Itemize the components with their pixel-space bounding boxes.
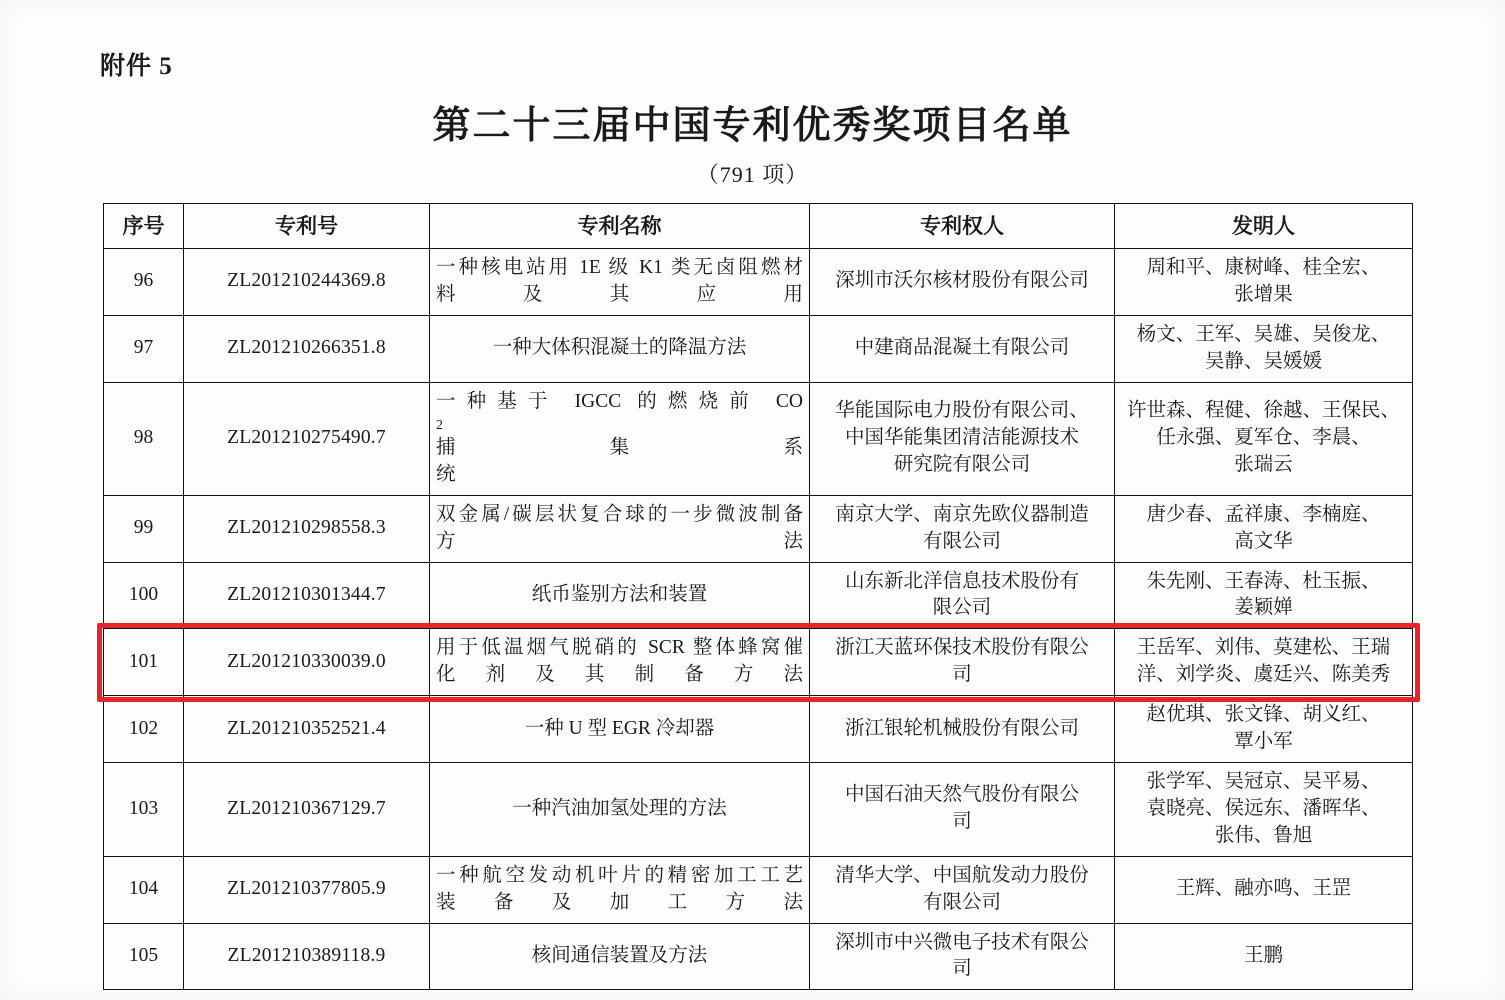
table-row: [104, 629, 1413, 696]
cell-patent-no: ZL201210330039.0: [184, 629, 430, 696]
cell-patentee: 浙江银轮机械股份有限公司: [810, 696, 1115, 763]
cell-patent-name: 一种大体积混凝土的降温方法: [430, 315, 810, 382]
cell-patent-name: 一种核电站用 1E 级 K1 类无卤阻燃材 料及其应用: [430, 249, 810, 316]
cell-inventor: 王辉、融亦鸣、王罡: [1115, 856, 1413, 923]
cell-patentee: 中国石油天然气股份有限公 司: [810, 762, 1115, 856]
table-body: [104, 249, 1413, 990]
cell-inventor: 唐少春、孟祥康、李楠庭、 高文华: [1115, 495, 1413, 562]
table-row: [104, 856, 1413, 923]
cell-patentee: 深圳市沃尔核材股份有限公司: [810, 249, 1115, 316]
cell-patentee: 清华大学、中国航发动力股份 有限公司: [810, 856, 1115, 923]
table-row: [104, 315, 1413, 382]
cell-index: 100: [104, 562, 184, 629]
attachment-label: 附件 5: [100, 53, 173, 80]
cell-index: 97: [104, 315, 184, 382]
cell-patentee: 山东新北洋信息技术股份有 限公司: [810, 562, 1115, 629]
cell-patentee: 浙江天蓝环保技术股份有限公 司: [810, 629, 1115, 696]
table-row: [104, 562, 1413, 629]
cell-inventor: 许世森、程健、徐越、王保民、 任永强、夏军仓、李晨、 张瑞云: [1115, 382, 1413, 495]
table-row: [104, 696, 1413, 763]
page-subtitle: （791 项）: [696, 162, 809, 187]
cell-patent-name: 纸币鉴别方法和装置: [430, 562, 810, 629]
cell-index: 104: [104, 856, 184, 923]
cell-inventor: 王岳军、刘伟、莫建松、王瑞 洋、刘学炎、虞廷兴、陈美秀: [1115, 629, 1413, 696]
cell-patent-no: ZL201210352521.4: [184, 696, 430, 763]
cell-patent-name: 双金属/碳层状复合球的一步微波制备 方法: [430, 495, 810, 562]
cell-inventor: 周和平、康树峰、桂全宏、 张增果: [1115, 249, 1413, 316]
column-header-index: 序号: [104, 204, 184, 249]
cell-patent-name: 核间通信装置及方法: [430, 923, 810, 990]
table-row: [104, 495, 1413, 562]
cell-patentee: 中建商品混凝土有限公司: [810, 315, 1115, 382]
cell-inventor: 杨文、王军、吴雄、吴俊龙、 吴静、吴媛媛: [1115, 315, 1413, 382]
column-header-patent-name: 专利名称: [430, 204, 810, 249]
column-header-inventor: 发明人: [1115, 204, 1413, 249]
cell-patent-no: ZL201210389118.9: [184, 923, 430, 990]
page-title: 第二十三届中国专利优秀奖项目名单: [432, 105, 1073, 147]
cell-patent-no: ZL201210275490.7: [184, 382, 430, 495]
cell-patent-no: ZL201210367129.7: [184, 762, 430, 856]
cell-index: 98: [104, 382, 184, 495]
cell-inventor: 赵优琪、张文锋、胡义红、 覃小军: [1115, 696, 1413, 763]
cell-index: 105: [104, 923, 184, 990]
cell-patent-name: 用于低温烟气脱硝的 SCR 整体蜂窝催 化剂及其制备方法: [430, 629, 810, 696]
cell-inventor: 朱先刚、王春涛、杜玉振、 姜颖婵: [1115, 562, 1413, 629]
cell-patent-no: ZL201210301344.7: [184, 562, 430, 629]
table-row: [104, 249, 1413, 316]
column-header-patentee: 专利权人: [810, 204, 1115, 249]
cell-index: 96: [104, 249, 184, 316]
cell-index: 102: [104, 696, 184, 763]
cell-patent-name: 一种航空发动机叶片的精密加工工艺 装备及加工方法: [430, 856, 810, 923]
cell-patentee: 华能国际电力股份有限公司、 中国华能集团清洁能源技术 研究院有限公司: [810, 382, 1115, 495]
table-row: [104, 382, 1413, 495]
patent-table: [103, 203, 1413, 990]
patent-table-container: [103, 203, 1412, 990]
table-row: [104, 762, 1413, 856]
cell-patent-no: ZL201210244369.8: [184, 249, 430, 316]
cell-index: 99: [104, 495, 184, 562]
cell-patent-no: ZL201210266351.8: [184, 315, 430, 382]
cell-patentee: 南京大学、南京先欧仪器制造 有限公司: [810, 495, 1115, 562]
column-header-patent-no: 专利号: [184, 204, 430, 249]
cell-patent-name: 一种基于 IGCC 的燃烧前 CO 2 捕集系 统: [430, 382, 810, 495]
cell-index: 103: [104, 762, 184, 856]
cell-patent-name: 一种汽油加氢处理的方法: [430, 762, 810, 856]
cell-index: 101: [104, 629, 184, 696]
cell-patent-no: ZL201210298558.3: [184, 495, 430, 562]
cell-patent-no: ZL201210377805.9: [184, 856, 430, 923]
table-row: [104, 923, 1413, 990]
table-header-row: [104, 204, 1413, 249]
cell-inventor: 张学军、吴冠京、吴平易、 袁晓亮、侯远东、潘晖华、 张伟、鲁旭: [1115, 762, 1413, 856]
cell-patentee: 深圳市中兴微电子技术有限公 司: [810, 923, 1115, 990]
cell-patent-name: 一种 U 型 EGR 冷却器: [430, 696, 810, 763]
cell-inventor: 王鹏: [1115, 923, 1413, 990]
